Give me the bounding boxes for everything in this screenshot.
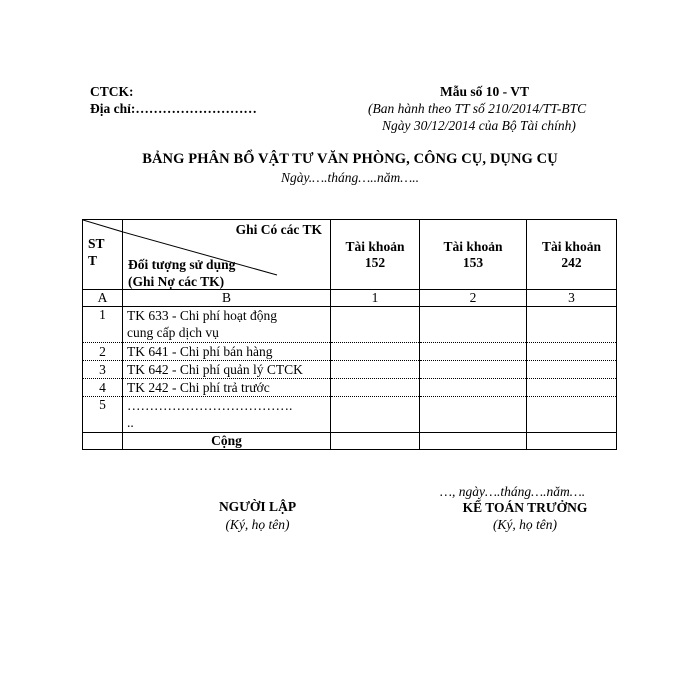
table-header-row xyxy=(83,220,617,290)
cell-242 xyxy=(527,343,617,361)
row-stt: 3 xyxy=(83,361,123,379)
cell-153 xyxy=(420,361,527,379)
signature-date: …, ngày….tháng….năm…. xyxy=(440,484,586,499)
index-a: A xyxy=(83,290,123,307)
date-line: Ngày.….tháng…..năm….. xyxy=(280,170,419,185)
column-header-242 xyxy=(527,220,617,290)
column-header-account: 242 xyxy=(561,254,582,270)
cell-242 xyxy=(527,397,617,433)
row-account xyxy=(123,397,331,433)
cell-152 xyxy=(331,343,420,361)
total-153 xyxy=(420,433,527,450)
index-1: 1 xyxy=(331,290,420,307)
table-row xyxy=(83,379,617,397)
cell-152 xyxy=(331,379,420,397)
cell-242 xyxy=(527,307,617,343)
stt-header-cell xyxy=(83,220,123,290)
index-3: 3 xyxy=(527,290,617,307)
index-b: B xyxy=(123,290,331,307)
preparer-title: NGƯỜI LẬP xyxy=(218,499,297,514)
allocation-table xyxy=(82,219,617,450)
column-header-label: Tài khoản xyxy=(345,238,405,254)
cell-153 xyxy=(420,343,527,361)
row-stt: 4 xyxy=(83,379,123,397)
row-account-line-1: ………………………………. xyxy=(127,398,293,413)
row-account: TK 641 - Chi phí bán hàng xyxy=(123,343,331,361)
chief-accountant-note: (Ký, họ tên) xyxy=(492,517,558,532)
row-account-line-2: cung cấp dịch vụ xyxy=(127,325,219,340)
issued-by-line-2: Ngày 30/12/2014 của Bộ Tài chính) xyxy=(382,118,576,133)
row-account: TK 242 - Chi phí trả trước xyxy=(123,379,331,397)
row-account xyxy=(123,307,331,343)
table-row xyxy=(83,307,617,343)
row-account: TK 642 - Chi phí quản lý CTCK xyxy=(123,361,331,379)
column-header-account: 152 xyxy=(364,254,386,270)
table-row xyxy=(83,343,617,361)
credit-header: Ghi Có các TK xyxy=(235,222,322,237)
cell-153 xyxy=(420,379,527,397)
total-242 xyxy=(527,433,617,450)
object-header xyxy=(128,256,235,290)
object-header-line-2: (Ghi Nợ các TK) xyxy=(128,274,225,289)
row-stt: 2 xyxy=(83,343,123,361)
row-stt: 5 xyxy=(83,397,123,433)
company-label: CTCK: xyxy=(90,84,134,99)
address-label: Địa chỉ:……………………… xyxy=(90,101,257,116)
total-label: Cộng xyxy=(123,433,331,450)
cell-153 xyxy=(420,307,527,343)
index-2: 2 xyxy=(420,290,527,307)
total-stt xyxy=(83,433,123,450)
issued-by-line-1: (Ban hành theo TT số 210/2014/TT-BTC xyxy=(368,101,587,116)
cell-242 xyxy=(527,379,617,397)
cell-152 xyxy=(331,307,420,343)
table-row xyxy=(83,397,617,433)
cell-153 xyxy=(420,397,527,433)
total-152 xyxy=(331,433,420,450)
column-header-label: Tài khoản xyxy=(443,238,503,254)
column-header-label: Tài khoản xyxy=(542,238,601,254)
preparer-note: (Ký, họ tên) xyxy=(225,517,290,532)
cell-242 xyxy=(527,361,617,379)
column-header-152 xyxy=(331,220,420,290)
object-header-line-1: Đối tượng sử dụng xyxy=(128,257,236,272)
row-account-line-2: .. xyxy=(127,415,134,430)
chief-accountant-title: KẾ TOÁN TRƯỞNG xyxy=(462,500,588,515)
stt-header: STT xyxy=(88,236,105,268)
index-row xyxy=(83,290,617,307)
cell-152 xyxy=(331,361,420,379)
column-header-153 xyxy=(420,220,527,290)
row-account-line-1: TK 633 - Chi phí hoạt động xyxy=(127,308,277,323)
total-row xyxy=(83,433,617,450)
row-stt: 1 xyxy=(83,307,123,343)
page-title: BẢNG PHÂN BỔ VẬT TƯ VĂN PHÒNG, CÔNG CỤ, DỤNG CỤ xyxy=(142,151,558,167)
cell-152 xyxy=(331,397,420,433)
column-header-account: 153 xyxy=(462,254,484,270)
form-number: Mẫu số 10 - VT xyxy=(440,84,530,99)
table-row xyxy=(83,361,617,379)
object-header-cell xyxy=(123,220,331,290)
